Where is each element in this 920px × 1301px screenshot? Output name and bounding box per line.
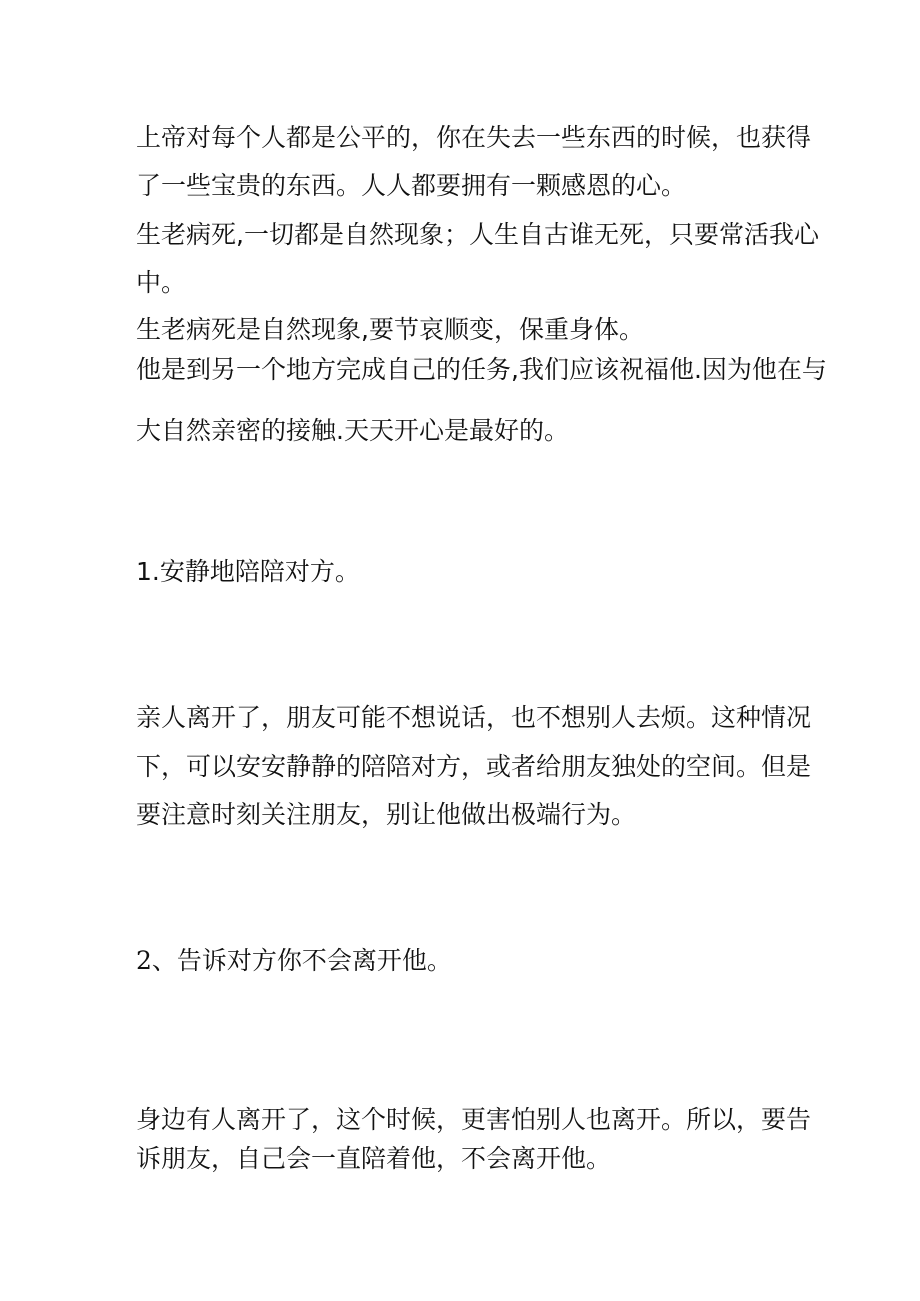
text-line: 中。 [136,268,187,297]
text-line: 上帝对每个人都是公平的，你在失去一些东西的时候，也获得 [136,123,812,152]
section-heading: 2、告诉对方你不会离开他。 [136,946,452,975]
text-line: 生老病死是自然现象,要节哀顺变，保重身体。 [136,315,644,344]
text-line: 他是到另一个地方完成自己的任务,我们应该祝福他.因为他在与 [136,355,827,384]
text-line: 了一些宝贵的东西。人人都要拥有一颗感恩的心。 [136,171,687,200]
section-heading: 1.安静地陪陪对方。 [136,557,360,586]
text-line: 大自然亲密的接触.天天开心是最好的。 [136,416,569,445]
text-line: 下，可以安安静静的陪陪对方，或者给朋友独处的空间。但是 [136,752,812,781]
text-line: 诉朋友，自己会一直陪着他，不会离开他。 [136,1144,612,1173]
text-line: 亲人离开了，朋友可能不想说话，也不想别人去烦。这种情况 [136,703,812,732]
text-line: 身边有人离开了，这个时候，更害怕别人也离开。所以，要告 [136,1105,812,1134]
text-line: 要注意时刻关注朋友，别让他做出极端行为。 [136,800,637,829]
text-line: 生老病死,一切都是自然现象；人生自古谁无死，只要常活我心 [136,220,819,249]
